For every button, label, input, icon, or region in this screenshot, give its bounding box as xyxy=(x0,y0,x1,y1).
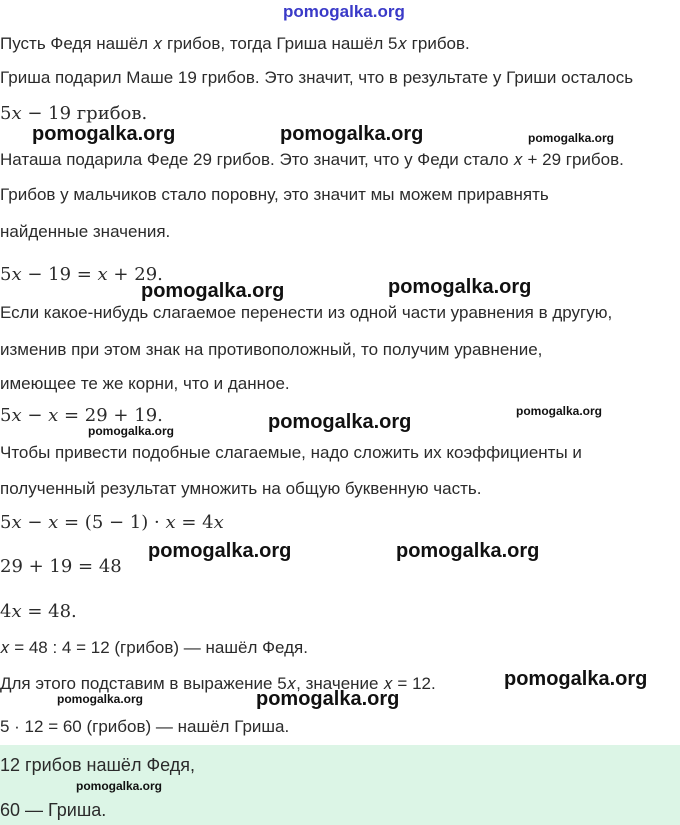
math-line: 5𝑥 − 19 грибов. xyxy=(0,103,148,124)
answer-line: 12 грибов нашёл Федя, xyxy=(0,755,195,775)
text-line: Наташа подарила Феде 29 грибов. Это значит, что у Феди стало 𝑥 + 29 грибов. xyxy=(0,150,624,169)
math-line: 5𝑥 − 𝑥 = 29 + 19. xyxy=(0,405,163,426)
text-line: Чтобы привести подобные слагаемые, надо сложить их коэффициенты и xyxy=(0,443,582,462)
watermark: pomogalka.org xyxy=(88,424,175,438)
math-line: 29 + 19 = 48 xyxy=(0,556,122,577)
text-line: имеющее те же корни, что и данное. xyxy=(0,374,290,393)
text-line: изменив при этом знак на противоположный, то получим уравнение, xyxy=(0,340,543,359)
text-line: Грибов у мальчиков стало поровну, это значит мы можем приравнять xyxy=(0,185,549,204)
watermark: pomogalka.org xyxy=(504,668,648,690)
watermark: pomogalka.org xyxy=(148,540,292,562)
text-line: найденные значения. xyxy=(0,222,171,241)
math-line: 5𝑥 − 𝑥 = (5 − 1) · 𝑥 = 4𝑥 xyxy=(0,512,224,533)
watermark: pomogalka.org xyxy=(256,688,400,710)
text-line: полученный результат умножить на общую буквенную часть. xyxy=(0,479,482,498)
watermark: pomogalka.org xyxy=(396,540,540,562)
math-line: 4𝑥 = 48. xyxy=(0,601,77,622)
watermark: pomogalka.org xyxy=(280,123,424,145)
watermark: pomogalka.org xyxy=(76,779,163,793)
watermark: pomogalka.org xyxy=(268,411,412,433)
watermark: pomogalka.org xyxy=(516,404,603,418)
text-line: Для этого подставим в выражение 5𝑥, значение 𝑥 = 12. xyxy=(0,674,436,693)
watermark: pomogalka.org xyxy=(57,692,144,706)
header-watermark[interactable]: pomogalka.org xyxy=(283,2,405,21)
text-line: 5 · 12 = 60 (грибов) — нашёл Гриша. xyxy=(0,717,290,736)
text-line: Если какое-нибудь слагаемое перенести из одной части уравнения в другую, xyxy=(0,303,613,322)
watermark: pomogalka.org xyxy=(528,131,615,145)
text-line: 𝑥 = 48 : 4 = 12 (грибов) — нашёл Федя. xyxy=(0,638,308,657)
watermark: pomogalka.org xyxy=(32,123,176,145)
watermark: pomogalka.org xyxy=(388,276,532,298)
math-line: 5𝑥 − 19 = 𝑥 + 29. xyxy=(0,264,163,285)
text-line: Гриша подарил Маше 19 грибов. Это значит, что в результате у Гриши осталось xyxy=(0,68,634,87)
answer-line: 60 — Гриша. xyxy=(0,800,107,820)
text-line: Пусть Федя нашёл 𝑥 грибов, тогда Гриша нашёл 5𝑥 грибов. xyxy=(0,34,470,53)
watermark: pomogalka.org xyxy=(141,280,285,302)
